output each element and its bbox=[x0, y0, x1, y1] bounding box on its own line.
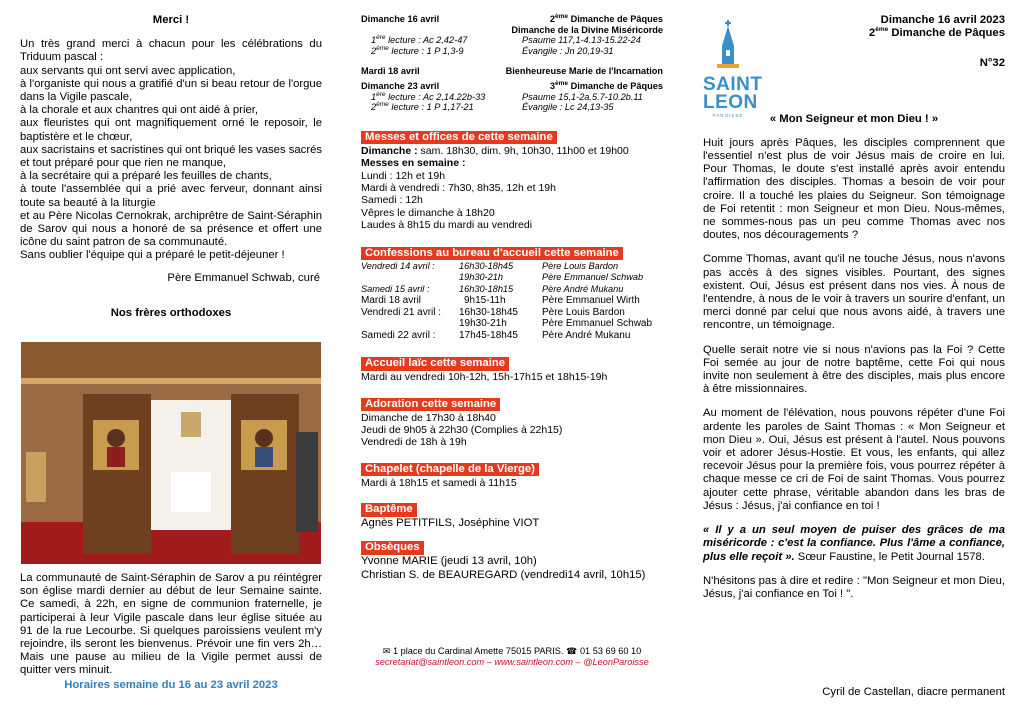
adoration-title: Adoration cette semaine bbox=[361, 398, 500, 412]
d3-title: 3ème Dimanche de Pâques bbox=[549, 79, 663, 91]
conf-day: Samedi 22 avril : bbox=[361, 329, 436, 341]
adoration-line: Jeudi de 9h05 à 22h30 (Complies à 22h15) bbox=[361, 423, 563, 436]
confessions-title: Confessions au bureau d'accueil cette semaine bbox=[361, 247, 623, 261]
conf-day bbox=[361, 318, 459, 330]
conf-day bbox=[361, 272, 459, 284]
d1-lecture2: 2ème lecture : 1 P 1,3-9 bbox=[371, 44, 464, 56]
editorial-paragraph: N'hésitons pas à dire et redire : "Mon Seigneur et mon Dieu, Jésus, j'ai confiance en Toi ! ". bbox=[703, 574, 1005, 600]
conf-time: 16h30-18h45 bbox=[459, 260, 514, 271]
contact-block bbox=[361, 646, 663, 667]
d3-header bbox=[361, 81, 663, 92]
obseques-line: Yvonne MARIE (jeudi 13 avril, 10h) bbox=[361, 555, 537, 568]
d1-psaume: Psaume 117,1-4.13-15.22-24 bbox=[522, 35, 641, 46]
obseques-line: Christian S. de BEAUREGARD (vendredi14 avril, 10h15) bbox=[361, 568, 646, 581]
conf-time: 16h30-18h15 bbox=[459, 283, 514, 294]
logo-leon: LEON bbox=[703, 92, 758, 113]
d3-date: Dimanche 23 avril bbox=[361, 80, 440, 91]
merci-line: et au Père Nicolas Cernokrak, archiprêtre de Saint-Séraphin de Sarov qui nous a honoré de sa présence et offert une icône du saint patron de sa communauté. bbox=[20, 209, 322, 249]
d1-lecture1: 1ère lecture : Ac 2,42-47 bbox=[371, 34, 468, 46]
messes-line: Lundi : 12h et 19h bbox=[361, 169, 446, 182]
accueil-text: Mardi au vendredi 10h-12h, 15h-17h15 et 18h15-19h bbox=[361, 371, 608, 384]
merci-signature: Père Emmanuel Schwab, curé bbox=[167, 271, 320, 284]
editorial-paragraph: Comme Thomas, avant qu'il ne touche Jésus, nous n'avons pas accès à des signes visibles. Pourtant, des signes existent. Oui, Jésus est présent dans nos vies. À nous de l'entendre, à nous de le voir à travers un sourire d'enfant, un merci donné par celui que nous avons aidé, à travers une rencontre, un témoignage. bbox=[703, 253, 1005, 332]
d3-psaume: Psaume 15,1-2a.5.7-10.2b.11 bbox=[522, 91, 643, 102]
messes-line: Vêpres le dimanche à 18h20 bbox=[361, 206, 495, 219]
ortho-text: La communauté de Saint-Séraphin de Sarov a pu réintégrer son église mardi dernier au début de leur Semaine sainte. Ce samedi, à 22h, en signe de communion fraternelle, je participerai à leur Vigile pascale dans leur église située au 91 de la rue Lecourbe. Si quelques paroissiens veulent m'y rejoindre, ils seront les bienvenus. Prévoir une fin vers 2h… Mais une pause au milieu de la Vigile permet aussi de quitter vers minuit. bbox=[20, 572, 322, 677]
messes-section bbox=[361, 127, 663, 232]
d3-lecture2: 2ème lecture : 1 P 1,17-21 bbox=[371, 101, 474, 113]
messes-dimanche: Dimanche : sam. 18h30, dim. 9h, 10h30, 11h00 et 19h00 bbox=[361, 144, 629, 157]
conf-priest: Père Emmanuel Schwab bbox=[542, 272, 644, 283]
messes-title: Messes et offices de cette semaine bbox=[361, 131, 557, 145]
merci-title: Merci ! bbox=[152, 14, 190, 26]
editorial-paragraph: Quelle serait notre vie si nous n'avions pas la Foi ? Cette Foi semée au jour de notre baptême, cette Foi qui nous invite non seulement à être des disciples, mais plus encore à être missionnaires. bbox=[703, 343, 1005, 396]
editorial-quote: « Il y a un seul moyen de puiser des grâces de ma miséricorde : c'est la confiance. Plus l'âme a confiance, plus elle reçoit ». Sœur Faustine, le Petit Journal 1578. bbox=[703, 524, 1005, 563]
editorial-signature: Cyril de Castellan, diacre permanent bbox=[822, 686, 1005, 698]
bapteme-text: Agnès PETITFILS, Joséphine VIOT bbox=[361, 517, 540, 530]
conf-priest: Père Louis Bardon bbox=[542, 306, 625, 318]
confessions-section bbox=[361, 243, 663, 342]
editorial-paragraph: Au moment de l'élévation, nous pouvons répéter d'une Foi ardente les paroles de Saint Thomas : « Mon Seigneur et mon Dieu ». Oui, Jésus est présent à l'autel. Nous pouvons voir et adorer Jésus-Hostie. Et vous, les enfants, qui allez recevoir Jésus pour la première fois, vous pourrez répéter à chaque messe ce cri de Foi de saint Thomas. Vous pourrez ajouter cette phrase, véritable abandon dans les bras de Jésus : Jésus, j'ai confiance en toi ! bbox=[703, 407, 1005, 512]
church-photo-illustration bbox=[21, 342, 321, 564]
column-middle bbox=[361, 14, 663, 582]
editorial-title: « Mon Seigneur et mon Dieu ! » bbox=[769, 112, 939, 125]
address-text: ✉ 1 place du Cardinal Amette 75015 PARIS. ☎ 01 53 69 60 10 bbox=[382, 646, 642, 656]
chapelet-title: Chapelet (chapelle de la Vierge) bbox=[361, 463, 539, 477]
bulletin-subtitle: 2ème Dimanche de Pâques bbox=[868, 26, 1005, 40]
obseques-title: Obsèques bbox=[361, 541, 424, 555]
bapteme-section bbox=[361, 499, 663, 530]
conf-day: Samedi 15 avril : bbox=[361, 283, 430, 294]
d1-title: 2ème Dimanche de Pâques bbox=[549, 12, 663, 24]
d3-lecture1: 1ère lecture : Ac 2,14.22b-33 bbox=[371, 90, 486, 102]
parish-logo bbox=[703, 20, 763, 118]
editorial-paragraph: Huit jours après Pâques, les disciples comprennent que l'essentiel n'est plus de voir Jésus mais de croire en lui. Pour Thomas, le doute s'est installé après avoir entendu l'affirmation des disciples. Thomas a besoin de voir pour croire. Il a touché les plaies du Seigneur. Son témoignage de Foi retentit : mon Seigneur et mon Dieu. Nous-mêmes, ne sommes-nous pas un peu comme Thomas avec nos doutes, nos découragements ? bbox=[703, 136, 1005, 242]
adoration-section bbox=[361, 394, 663, 449]
merci-line: aux fleuristes qui ont magnifiquement orné le reposoir, le baptistère et le chœur, bbox=[20, 117, 322, 143]
conf-priest: Père André Mukanu bbox=[542, 283, 624, 294]
accueil-section bbox=[361, 353, 663, 383]
conf-priest: Père Louis Bardon bbox=[542, 260, 619, 271]
contact-links[interactable]: secretariat@saintleon.com – www.saintleon.com – @LeonParoisse bbox=[375, 656, 649, 667]
chapelet-section bbox=[361, 459, 663, 489]
merci-line: à l'organiste qui nous a gratifié d'un si beau retour de l'orgue dans la Vigile pascale, bbox=[20, 77, 322, 104]
merci-line: Un très grand merci à chacun pour les célébrations du Triduum pascal : bbox=[20, 38, 322, 64]
d1-readings-2 bbox=[361, 46, 663, 57]
adoration-line: Vendredi de 18h à 19h bbox=[361, 436, 467, 449]
conf-day: Vendredi 14 avril : bbox=[361, 260, 435, 271]
conf-priest: Père Emmanuel Wirth bbox=[542, 295, 640, 307]
chapelet-text: Mardi à 18h15 et samedi à 11h15 bbox=[361, 476, 517, 489]
obseques-section bbox=[361, 537, 663, 581]
messes-line: Mardi à vendredi : 7h30, 8h35, 12h et 19h bbox=[361, 181, 556, 194]
messes-semaine-label: Messes en semaine : bbox=[361, 157, 466, 170]
ortho-text-block bbox=[20, 572, 322, 692]
column-right bbox=[703, 0, 1005, 698]
footer-title: Horaires semaine du 16 au 23 avril 2023 bbox=[64, 678, 278, 691]
d1-header bbox=[361, 14, 663, 25]
merci-line: aux sacristains et sacristines qui ont briqué les vases sacrés et tout préparé pour que rien ne manque, bbox=[20, 143, 323, 170]
conf-time: 17h45-18h45 bbox=[459, 329, 518, 341]
d1-subtitle: Dimanche de la Divine Miséricorde bbox=[511, 24, 663, 35]
merci-line: à la secrétaire qui a préparé les feuilles de chants, bbox=[20, 170, 272, 183]
conf-time: 19h30-21h bbox=[459, 272, 503, 283]
conf-priest: Père André Mukanu bbox=[542, 329, 631, 341]
merci-line: Sans oublier l'équipe qui a préparé le petit-déjeuner ! bbox=[20, 249, 285, 262]
d3-readings-2 bbox=[361, 102, 663, 113]
conf-time: 19h30-21h bbox=[459, 318, 507, 330]
messes-line: Samedi : 12h bbox=[361, 194, 423, 207]
merci-line: aux servants qui ont servi avec application, bbox=[20, 64, 236, 77]
d2-header bbox=[361, 66, 663, 77]
messes-line: Laudes à 8h15 du mardi au vendredi bbox=[361, 219, 533, 232]
conf-time: 16h30-18h45 bbox=[459, 306, 518, 318]
merci-text bbox=[20, 38, 322, 262]
conf-time: 9h15-11h bbox=[464, 295, 506, 307]
logo-saint: SAINT bbox=[703, 74, 763, 95]
conf-priest: Père Emmanuel Schwab bbox=[542, 318, 653, 330]
adoration-line: Dimanche de 17h30 à 18h40 bbox=[361, 411, 496, 424]
column-left bbox=[20, 0, 322, 320]
conf-day: Vendredi 21 avril : bbox=[361, 306, 442, 318]
confessions-table bbox=[361, 261, 663, 342]
d3-evangile: Évangile : Lc 24,13-35 bbox=[522, 102, 614, 113]
d1-readings-1 bbox=[361, 35, 663, 46]
bulletin-number: N°32 bbox=[979, 57, 1005, 70]
logo-paroisse: PAROISSE bbox=[712, 113, 744, 118]
d2-title: Bienheureuse Marie de l'Incarnation bbox=[505, 66, 663, 77]
church-photo bbox=[21, 342, 321, 564]
bapteme-title: Baptême bbox=[361, 503, 417, 517]
bulletin-date: Dimanche 16 avril 2023 bbox=[880, 14, 1005, 26]
ortho-title: Nos frères orthodoxes bbox=[110, 306, 232, 319]
d2-date: Mardi 18 avril bbox=[361, 66, 420, 77]
church-spire-icon bbox=[713, 20, 743, 70]
d1-evangile: Évangile : Jn 20,19-31 bbox=[522, 45, 614, 56]
merci-line: à la chorale et aux chantres qui ont aidé à prier, bbox=[20, 104, 259, 117]
accueil-title: Accueil laïc cette semaine bbox=[361, 357, 509, 371]
d1-date: Dimanche 16 avril bbox=[361, 14, 440, 24]
d3-readings-1 bbox=[361, 92, 663, 103]
conf-day: Mardi 18 avril bbox=[361, 295, 422, 307]
merci-line: à toute l'assemblée qui a prié avec ferveur, donnant ainsi toute sa beauté à la liturgie bbox=[20, 183, 322, 209]
